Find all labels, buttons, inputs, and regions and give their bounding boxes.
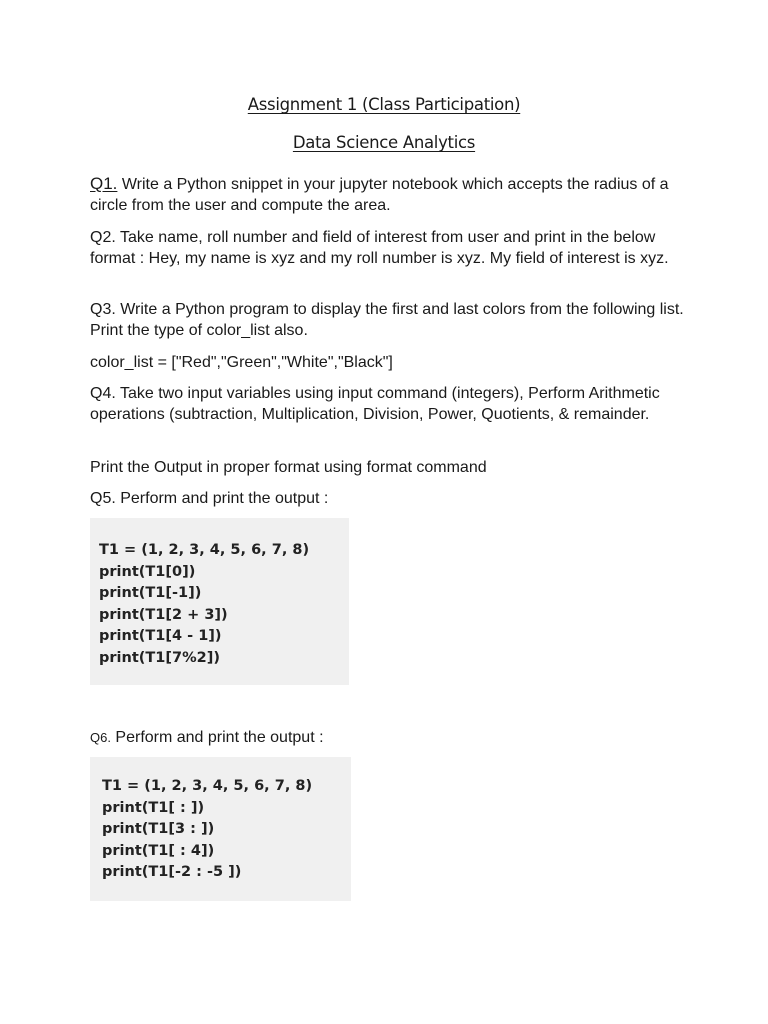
question-6-text: Perform and print the output : bbox=[110, 729, 324, 746]
question-1 bbox=[90, 173, 690, 216]
question-1-text: Write a Python snippet in your jupyter notebook which accepts the radius of a circle from the user and compute the area. bbox=[90, 176, 669, 214]
question-6 bbox=[90, 727, 690, 748]
question-5: Q5. Perform and print the output : bbox=[90, 490, 329, 507]
question-4-note: Print the Output in proper format using format command bbox=[90, 459, 487, 476]
assignment-title: Assignment 1 (Class Participation) bbox=[247, 95, 521, 114]
code-line: T1 = (1, 2, 3, 4, 5, 6, 7, 8) bbox=[99, 542, 310, 558]
question-6-label: Q6. bbox=[90, 730, 111, 745]
code-line: print(T1[-2 : -5 ]) bbox=[102, 864, 242, 881]
code-line: print(T1[4 - 1]) bbox=[99, 628, 222, 645]
question-2: Q2. Take name, roll number and field of interest from user and print in the below format : Hey, my name is xyz and my roll number is xyz. My field of interest is xyz. bbox=[90, 229, 669, 267]
question-1-label: Q1. bbox=[90, 174, 118, 193]
code-line: print(T1[7%2]) bbox=[99, 649, 220, 666]
code-line: print(T1[ : ]) bbox=[102, 799, 205, 816]
code-line: print(T1[2 + 3]) bbox=[99, 606, 228, 623]
question-6-code-block bbox=[90, 757, 351, 901]
question-3-color-list: color_list = ["Red","Green","White","Black"] bbox=[90, 354, 393, 371]
code-line: print(T1[ : 4]) bbox=[102, 842, 215, 859]
question-3: Q3. Write a Python program to display the first and last colors from the following list. Print the type of color_list also. bbox=[90, 301, 684, 339]
code-line: print(T1[0]) bbox=[99, 563, 196, 580]
subject-title: Data Science Analytics bbox=[292, 133, 476, 152]
code-line: T1 = (1, 2, 3, 4, 5, 6, 7, 8) bbox=[102, 778, 313, 794]
question-4: Q4. Take two input variables using input command (integers), Perform Arithmetic operations (subtraction, Multiplication, Division, Power, Quotients, & remainder. bbox=[90, 385, 660, 423]
code-line: print(T1[-1]) bbox=[99, 585, 202, 602]
question-5-code-block bbox=[90, 518, 349, 685]
code-line: print(T1[3 : ]) bbox=[102, 821, 215, 838]
